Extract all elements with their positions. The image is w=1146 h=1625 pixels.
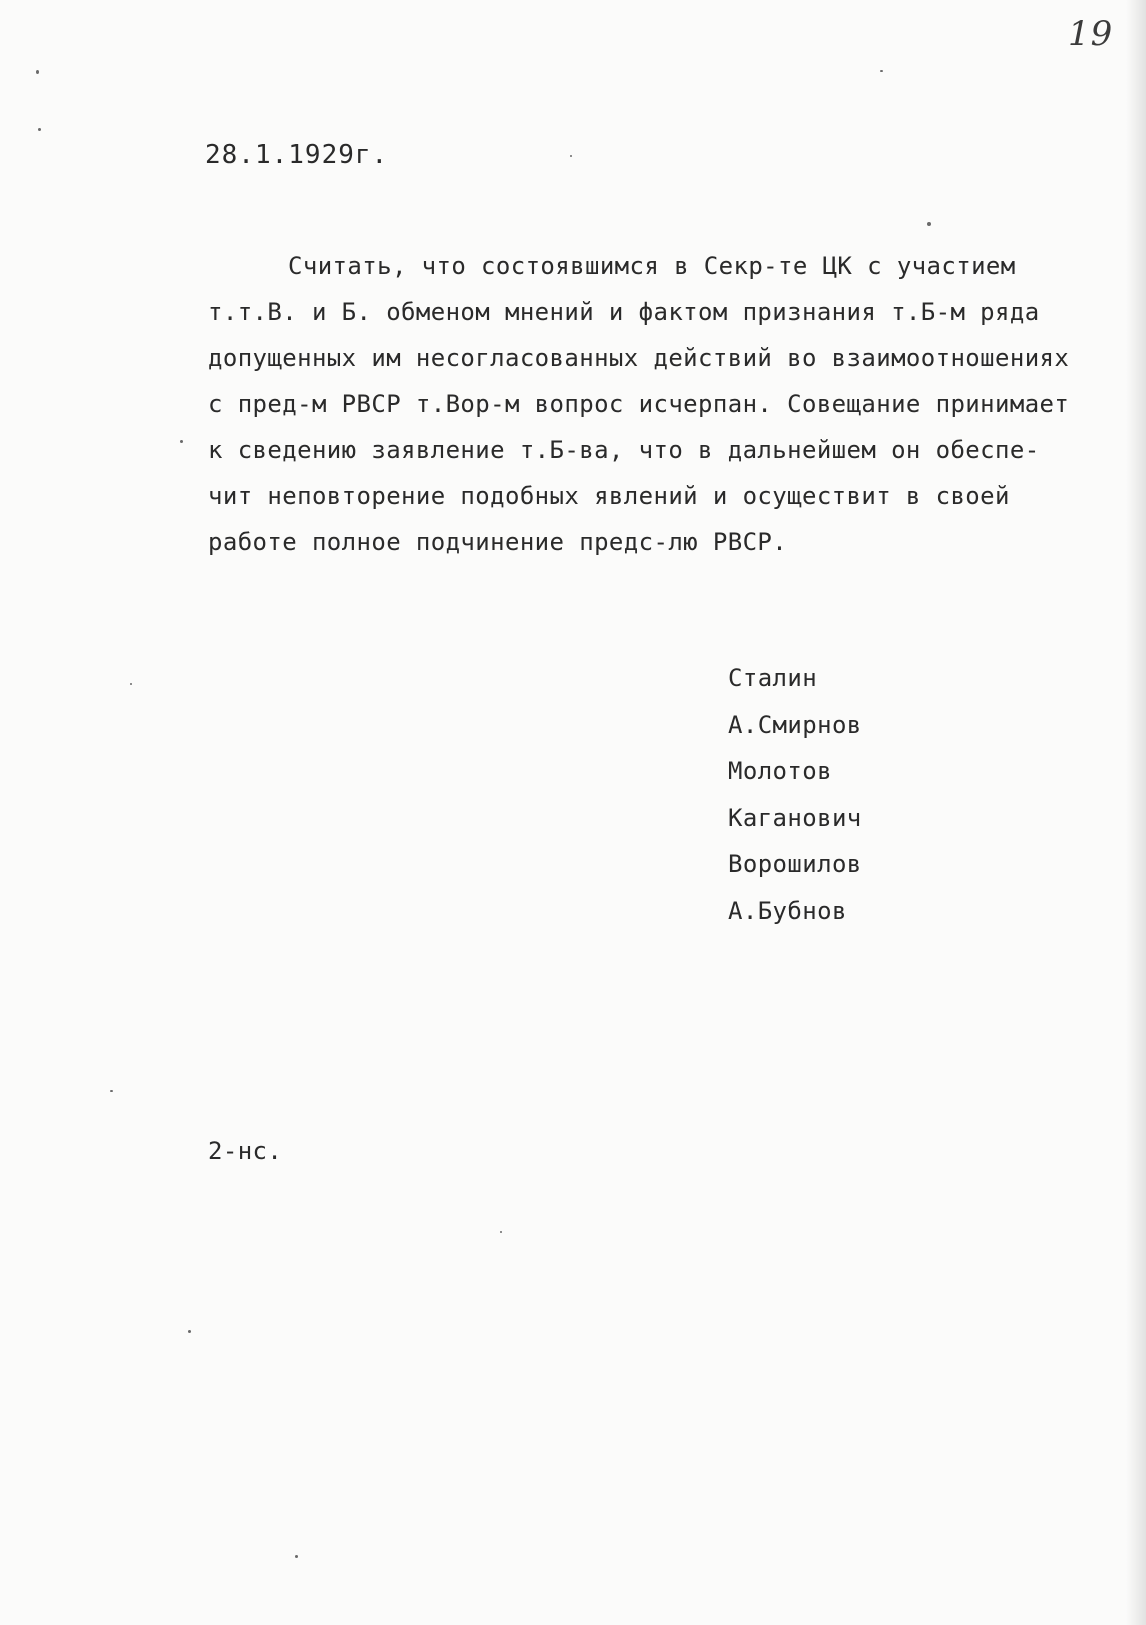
document-date: 28.1.1929г. [205, 140, 389, 170]
page-number: 19 [1068, 14, 1114, 54]
signatory-name: Сталин [728, 664, 818, 692]
signatory-name: А.Бубнов [728, 896, 847, 925]
scan-speck [188, 1330, 191, 1333]
signature-list [728, 655, 862, 934]
scan-speck [38, 128, 41, 131]
scan-speck [570, 155, 572, 157]
text-line: допущенных им несогласованных действий во взаимоотношениях [208, 344, 1070, 372]
signatory-name: Молотов [728, 757, 832, 785]
scan-speck [180, 440, 183, 443]
resolution-text [208, 243, 1108, 565]
signatory-name: Ворошилов [728, 850, 862, 878]
scan-speck [110, 1090, 113, 1092]
page-edge-shadow [1126, 0, 1146, 1625]
text-line: Считать, что состоявшимся в Секр-те ЦК с участием [288, 252, 1016, 280]
scan-speck [36, 70, 39, 74]
copy-code: 2-нс. [208, 1137, 283, 1165]
text-line: к сведению заявление т.Б-ва, что в дальнейшем он обеспе- [208, 436, 1040, 464]
scan-speck [130, 683, 132, 685]
scan-speck [500, 1231, 502, 1233]
text-line: т.т.В. и Б. обменом мнений и фактом признания т.Б-м ряда [208, 298, 1040, 326]
scan-speck [880, 70, 883, 72]
text-line: чит неповторение подобных явлений и осуществит в своей [208, 482, 1010, 510]
text-line: работе полное подчинение предс-лю РВСР. [208, 528, 788, 556]
signatory-name: А.Смирнов [728, 710, 862, 739]
signatory-name: Каганович [728, 803, 862, 832]
scan-speck [927, 222, 931, 226]
text-line: с пред-м РВСР т.Вор-м вопрос исчерпан. Совещание принимает [208, 390, 1070, 418]
scan-speck [295, 1555, 298, 1558]
